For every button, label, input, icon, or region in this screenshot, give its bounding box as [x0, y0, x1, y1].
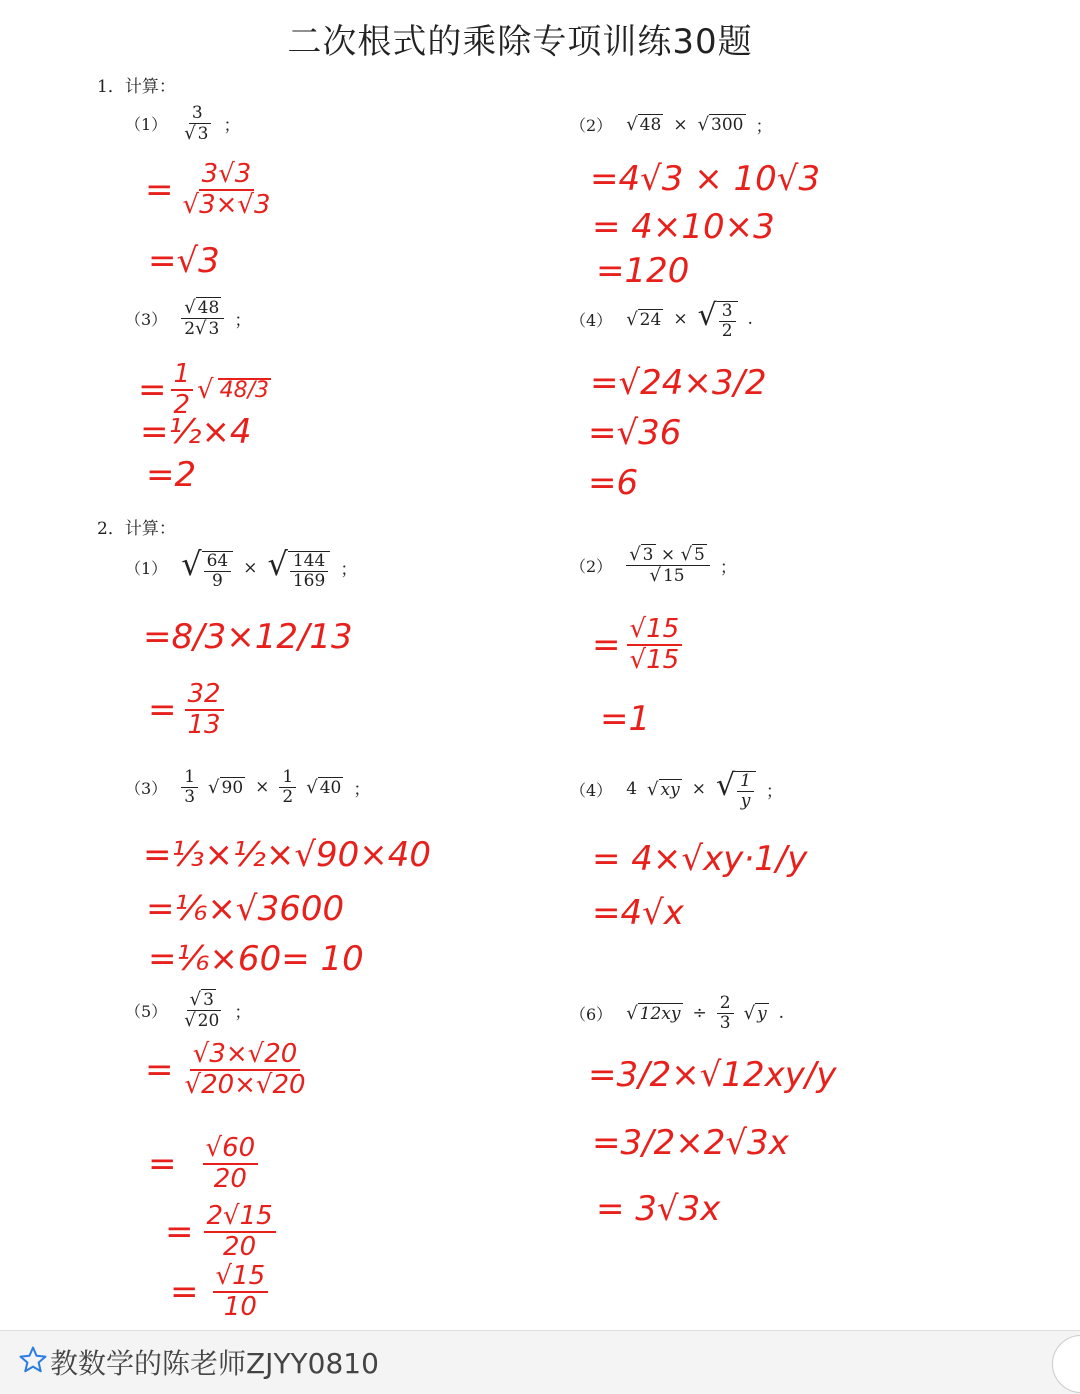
numerator: 3√3: [199, 160, 255, 191]
radicand: 3: [197, 123, 209, 144]
denominator: y: [740, 790, 751, 811]
problem-number: （4）: [570, 310, 613, 330]
problem-number: （4）: [570, 780, 613, 800]
denominator: √20×√20: [184, 1069, 306, 1100]
fraction: [181, 104, 213, 143]
handwriting-2-3-line2: =⅙×√3600: [146, 889, 345, 929]
problem-2-5: [125, 990, 251, 1031]
denominator: √ 3: [184, 122, 209, 144]
handwriting-2-3-line3: =⅙×60= 10: [148, 939, 364, 979]
numerator: 32: [185, 680, 224, 711]
handwriting-1-1-line1: = $\frac{3√3}{√3\times√3}$: [145, 160, 274, 219]
numerator: 2: [717, 994, 734, 1014]
fraction: [202, 551, 234, 590]
radicand: 24: [639, 309, 662, 330]
handwriting-1-2-line3: =120: [596, 251, 690, 291]
operator: ×: [255, 777, 270, 798]
handwriting-1-3-line1: = $\frac{1}{2}$ √ 48/3: [138, 359, 270, 420]
star-icon[interactable]: [18, 1345, 48, 1375]
denominator: 20: [223, 1231, 257, 1262]
problem-1-2: [570, 112, 773, 137]
handwritten-fraction: [204, 1202, 276, 1261]
radicand: 40: [319, 777, 342, 798]
denominator: 3: [184, 786, 196, 807]
radicand: 90: [221, 777, 244, 798]
denominator: 10: [223, 1291, 257, 1322]
numerator: 64: [204, 552, 232, 572]
section-2-label: 2．计算：: [97, 519, 176, 539]
handwriting-1-4-line3: =6: [588, 463, 639, 503]
radicand: 12xy: [639, 1003, 681, 1024]
fraction: [735, 771, 756, 810]
punctuation: ；: [765, 781, 783, 802]
punctuation: ；: [755, 117, 773, 137]
handwriting-2-3-line1: =⅓×½×√90×40: [143, 835, 432, 875]
problem-number: （3）: [125, 309, 168, 329]
problem-2-1: [125, 545, 357, 590]
problem-1-4: [570, 298, 753, 340]
numerator: √15: [627, 615, 683, 646]
handwriting-2-5-line4: = $\frac{√15}{10}$: [170, 1262, 268, 1321]
punctuation: ；: [223, 116, 241, 137]
handwriting-2-6-line3: = 3√3x: [596, 1189, 721, 1229]
radical: √ 48: [626, 114, 662, 135]
problem-number: （6）: [570, 1004, 613, 1024]
problem-2-3: [125, 768, 370, 806]
radical: √ y: [743, 1002, 767, 1024]
operator: ×: [673, 309, 688, 330]
problem-2-6: [570, 994, 784, 1032]
numerator: 1: [737, 772, 754, 792]
denominator: 2: [282, 786, 294, 807]
numerator: √ 3: [187, 990, 219, 1011]
denominator: 9: [211, 570, 223, 591]
radicand: xy: [660, 779, 680, 800]
radical: √ 40: [306, 776, 342, 798]
handwriting-1-4-line1: =√24×3/2: [590, 363, 767, 403]
numerator: √ 48: [181, 298, 224, 319]
handwriting-2-2-line2: =1: [600, 699, 651, 739]
denominator: √ 20: [184, 1009, 220, 1031]
punctuation: ；: [353, 779, 371, 800]
handwriting-2-5-line2: = $\frac{√60}{20}$: [148, 1134, 258, 1193]
denominator: 2√ 3: [184, 317, 220, 339]
numerator: 3: [719, 302, 736, 322]
author-watermark: 教数学的陈老师ZJYY0810: [50, 1347, 379, 1380]
handwritten-fraction: [213, 1262, 269, 1321]
coefficient: 2: [184, 318, 196, 339]
problem-number: （3）: [125, 778, 168, 798]
handwritten-fraction: [182, 1040, 309, 1099]
problem-number: （1）: [125, 559, 168, 579]
punctuation: ；: [340, 560, 358, 581]
handwriting-1-3-line2: =½×4: [140, 412, 252, 452]
denominator: 2: [721, 320, 733, 341]
handwritten-fraction: [185, 680, 224, 739]
handwriting-1-3-line3: =2: [146, 455, 197, 495]
radical: √ 90: [208, 776, 244, 798]
handwriting-1-4-line2: =√36: [588, 413, 682, 453]
denominator: 20: [213, 1163, 247, 1194]
fraction: [181, 990, 224, 1031]
handwriting-2-4-line2: =4√x: [592, 893, 684, 933]
handwriting-2-5-line1: = $\frac{√3\times√20}{√20\times√20}$: [145, 1040, 309, 1099]
fraction: [717, 301, 738, 340]
radicand: 300: [711, 115, 744, 135]
problem-1-1: [125, 104, 241, 143]
fraction: [279, 768, 296, 806]
punctuation: .: [778, 1003, 785, 1024]
radical-fraction: √ $\frac{64}{9}$: [181, 545, 233, 590]
operator: ×: [243, 557, 258, 578]
radicand: 15: [662, 565, 685, 586]
numerator: 2√15: [204, 1202, 276, 1233]
radicand: y: [757, 1003, 767, 1024]
denominator: √3×√3: [182, 189, 271, 220]
numerator: 1: [279, 768, 296, 788]
handwriting-2-1-line2: = $\frac{32}{13}$: [148, 680, 224, 739]
radical: √ 24: [626, 308, 662, 330]
handwritten-fraction: [203, 1134, 259, 1193]
problem-number: （5）: [125, 1001, 168, 1021]
radicand: 3: [642, 545, 654, 565]
numerator: √15: [213, 1262, 269, 1293]
radicand: 48: [197, 298, 220, 318]
handwriting-2-6-line1: =3/2×√12xy/y: [588, 1055, 837, 1095]
handwriting-2-1-line1: =8/3×12/13: [143, 617, 353, 657]
radical: √ xy: [647, 778, 680, 800]
numerator: √ 3 × √ 5: [626, 545, 710, 566]
handwriting-2-6-line2: =3/2×2√3x: [592, 1123, 789, 1163]
numerator: 3: [189, 104, 206, 124]
problem-number: （2）: [570, 116, 613, 135]
operator: ×: [673, 114, 688, 135]
operator: ×: [691, 779, 706, 800]
fraction: [181, 768, 198, 806]
handwriting-2-2-line1: = $\frac{√15}{√15}$: [592, 615, 682, 674]
radical-fraction: √ $\frac{144}{169}$: [267, 545, 330, 590]
denominator: √15: [629, 644, 680, 675]
fraction: [626, 545, 710, 586]
numerator: 144: [290, 552, 328, 572]
handwritten-fraction: [180, 160, 274, 219]
numerator: √3×√20: [190, 1040, 301, 1071]
radicand: 5: [694, 545, 705, 565]
denominator: 13: [187, 709, 221, 740]
punctuation: ；: [234, 1002, 252, 1023]
numerator: 1: [171, 360, 194, 391]
handwritten-fraction: [171, 360, 194, 419]
radical-fraction: √ $\frac{3}{2}$: [698, 298, 738, 340]
radical: √ 12xy: [626, 1002, 681, 1024]
denominator: 169: [292, 570, 326, 591]
denominator: √ 15: [649, 564, 685, 586]
problem-2-2: [570, 545, 737, 586]
radicand: 3: [203, 990, 214, 1010]
problem-2-4: [570, 768, 783, 810]
denominator: 2: [173, 389, 191, 420]
problem-1-3: [125, 298, 251, 339]
fraction: [181, 298, 224, 339]
denominator: 3: [719, 1012, 731, 1033]
fraction: [288, 551, 330, 590]
page-title: 二次根式的乘除专项训练30题: [287, 22, 753, 62]
punctuation: .: [747, 309, 753, 330]
fraction: [717, 994, 734, 1032]
handwriting-1-1-line2: =√3: [148, 241, 220, 281]
radical: √ 300: [697, 114, 744, 135]
radicand: 48: [639, 115, 662, 135]
operator: ×: [660, 545, 676, 565]
section-1-label: 1．计算：: [97, 77, 176, 97]
punctuation: ；: [234, 310, 252, 331]
problem-number: （1）: [125, 115, 168, 135]
radicand: 48/3: [219, 377, 270, 403]
handwriting-1-2-line2: = 4×10×3: [592, 207, 775, 247]
numerator: 1: [181, 768, 198, 788]
problem-number: （2）: [570, 556, 613, 576]
handwritten-fraction: [627, 615, 683, 674]
handwriting-2-4-line1: = 4×√xy·1/y: [592, 839, 808, 879]
radicand: 3: [208, 318, 220, 339]
radical-fraction: √ $\frac{1}{y}$: [716, 768, 756, 810]
numerator: √60: [203, 1134, 259, 1165]
radicand: 20: [197, 1010, 220, 1031]
punctuation: ；: [719, 557, 737, 578]
operator: ÷: [692, 1003, 707, 1024]
handwriting-1-2-line1: =4√3 × 10√3: [590, 159, 821, 199]
coefficient: 4: [626, 779, 638, 800]
handwriting-2-5-line3: = $\frac{2√15}{20}$: [165, 1202, 276, 1261]
